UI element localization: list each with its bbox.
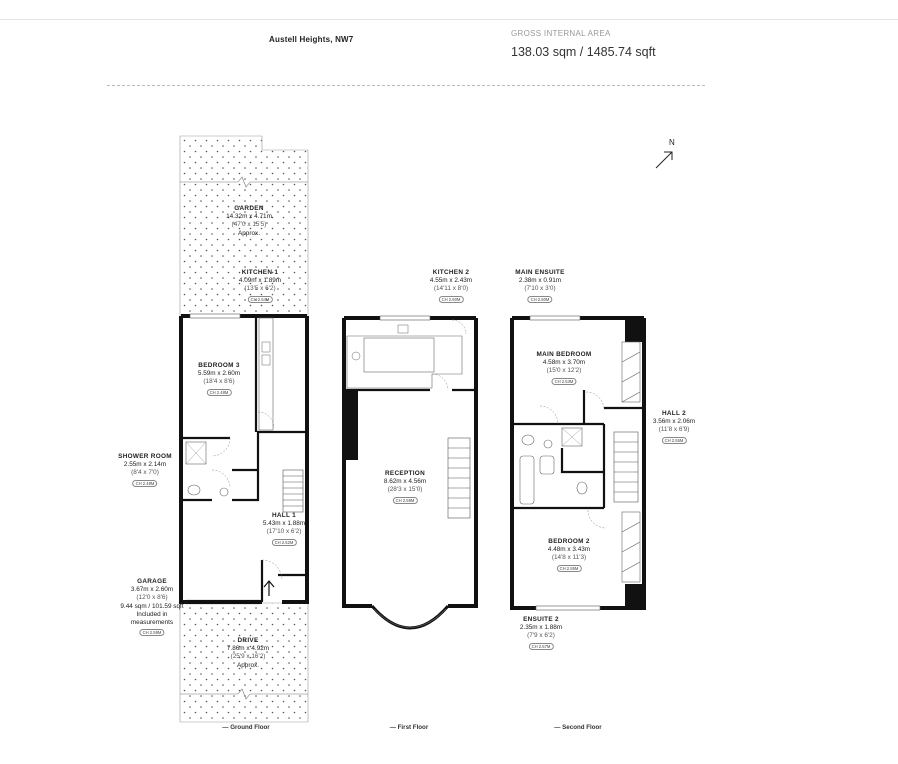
entrance-arrow-icon bbox=[264, 581, 274, 596]
main-ensuite-toilet bbox=[522, 435, 534, 445]
floor-caption-ground: — Ground Floor bbox=[222, 724, 270, 731]
first-floor-stairs bbox=[448, 438, 470, 518]
kitchen1-sink bbox=[262, 342, 270, 352]
room-label-garden: GARDEN 14.32m x 4.71m (47'0 x 15'5) Approx. bbox=[226, 205, 272, 237]
gross-area-value: 138.03 sqm / 1485.74 sqft bbox=[511, 45, 656, 59]
hall1-stairs bbox=[283, 470, 303, 512]
room-label-reception: RECEPTION 8.62m x 4.56m (28'3 x 15'0) CH 2.59M bbox=[383, 470, 427, 503]
second-inner-walls bbox=[514, 390, 642, 508]
ceiling-height-badge: CH 2.54M bbox=[248, 296, 273, 303]
ceiling-height-badge: CH 2.60M bbox=[439, 296, 464, 303]
room-label-hall-1: HALL 1 5.43m x 1.88m (17'10 x 6'2) CH 2.52M bbox=[262, 512, 306, 545]
north-arrow-icon bbox=[656, 152, 672, 168]
room-label-drive: DRIVE 7.86m x 4.92m (25'9 x 16'2) Approx. bbox=[226, 637, 270, 669]
reception-chimney-breast bbox=[346, 390, 358, 460]
shower-toilet bbox=[188, 485, 200, 495]
kitchen1-worktop bbox=[259, 318, 273, 430]
ceiling-height-badge: CH 2.50M bbox=[528, 296, 553, 303]
reception-bay-window bbox=[372, 606, 448, 628]
ceiling-height-badge: CH 2.55M bbox=[557, 565, 582, 572]
gross-area-label: GROSS INTERNAL AREA bbox=[511, 29, 611, 38]
ceiling-height-badge: CH 2.52M bbox=[272, 539, 297, 546]
kitchen2-sink bbox=[398, 325, 408, 333]
shower-basin bbox=[220, 488, 228, 496]
room-label-hall-2: HALL 2 3.56m x 2.06m (11'8 x 6'9) CH 2.55M bbox=[652, 410, 696, 443]
room-label-main-ensuite: MAIN ENSUITE 2.38m x 0.91m (7'10 x 3'0) CH 2.50M bbox=[515, 269, 565, 302]
property-address: Austell Heights, NW7 bbox=[269, 35, 354, 44]
ensuite2-toilet bbox=[577, 482, 587, 494]
ceiling-height-badge: CH 2.59M bbox=[140, 629, 165, 636]
ceiling-height-badge: CH 2.48M bbox=[207, 389, 232, 396]
room-label-kitchen-2: KITCHEN 2 4.55m x 2.43m (14'11 x 8'0) CH 2.60M bbox=[429, 269, 473, 302]
ground-inner-walls bbox=[182, 318, 307, 602]
room-label-garage: GARAGE 3.67m x 2.60m (12'0 x 8'6) 9.44 sqm / 101.59 sqft Included in measurements CH 2.59M bbox=[120, 578, 184, 636]
ceiling-height-badge: CH 2.55M bbox=[662, 437, 687, 444]
kitchen1-door-swing bbox=[258, 412, 274, 428]
room-label-bedroom-2: BEDROOM 2 4.48m x 3.43m (14'8 x 11'3) CH 2.55M bbox=[547, 538, 591, 571]
kitchen1-hob bbox=[262, 355, 270, 365]
room-label-kitchen-1: KITCHEN 1 4.09m x 1.89m (13'5 x 6'2) CH 2.54M bbox=[238, 269, 282, 302]
second-floor-stairs bbox=[614, 432, 638, 502]
ceiling-height-badge: CH 2.57M bbox=[529, 643, 554, 650]
ceiling-height-badge: CH 2.48M bbox=[133, 480, 158, 487]
north-label: N bbox=[669, 138, 675, 147]
floor-caption-second: — Second Floor bbox=[554, 724, 602, 731]
kitchen2-island bbox=[364, 338, 434, 372]
room-label-ensuite-2: ENSUITE 2 2.35m x 1.88m (7'9 x 6'2) CH 2.57M bbox=[519, 616, 563, 649]
main-bedroom-wardrobes bbox=[622, 342, 640, 402]
room-label-bedroom-3: BEDROOM 3 5.59m x 2.60m (18'4 x 8'6) CH 2.48M bbox=[197, 362, 241, 395]
ensuite2-bath bbox=[520, 456, 534, 504]
bedroom2-wardrobes bbox=[622, 512, 640, 582]
ceiling-height-badge: CH 2.59M bbox=[393, 497, 418, 504]
ceiling-height-badge: CH 2.53M bbox=[552, 378, 577, 385]
floor-caption-first: — First Floor bbox=[389, 724, 429, 731]
room-label-shower-room: SHOWER ROOM 2.55m x 2.14m (8'4 x 7'0) CH 2.48M bbox=[118, 453, 172, 486]
ground-windows bbox=[190, 314, 240, 318]
ground-outer-walls bbox=[181, 316, 307, 602]
room-label-main-bedroom: MAIN BEDROOM 4.58m x 3.70m (15'0 x 12'2) CH 2.53M bbox=[536, 351, 592, 384]
